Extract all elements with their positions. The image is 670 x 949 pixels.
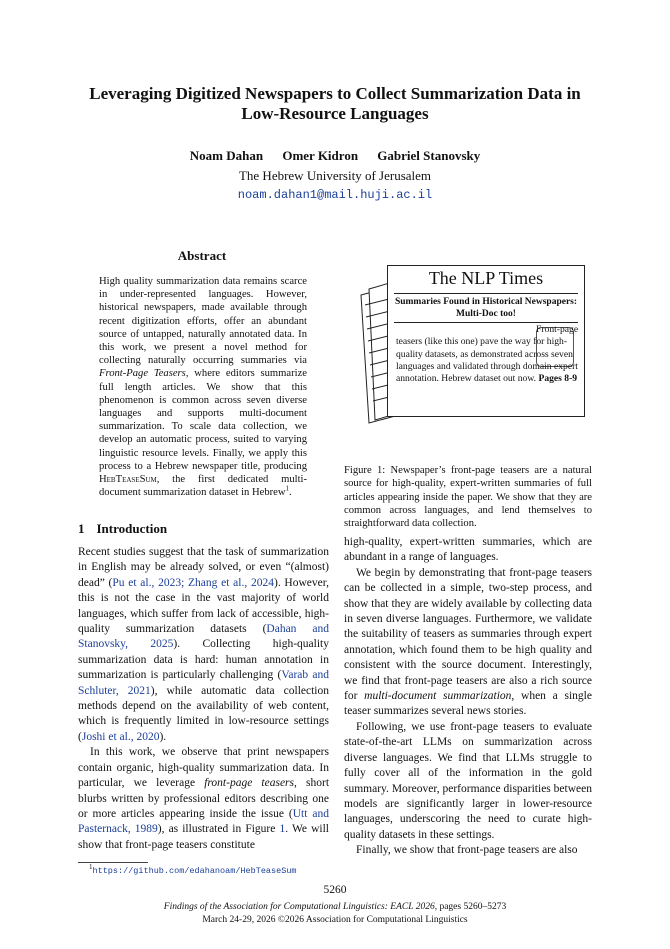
footnote: $^1$https://github.com/edahanoam/HebTeaseSum <box>89 863 297 876</box>
author: Gabriel Stanovsky <box>377 148 481 163</box>
citation-link[interactable]: Pu et al., 2023; Zhang et al., 2024 <box>112 576 274 589</box>
newspaper-masthead: The NLP Times <box>428 268 544 288</box>
newspaper-teaser: Front-page teasers (like this one) pave the way for high-quality datasets, as demonstrated across seven languages and validated through domain expert annotation. Hebrew dataset out now. Pages 8-9 <box>396 324 579 385</box>
citation-link[interactable]: Varab and Schluter, 2021 <box>78 669 329 697</box>
footnote-url-link[interactable]: https://github.com/edahanoam/HebTeaseSum <box>92 866 297 876</box>
footnote-marker[interactable]: 1 <box>285 484 290 493</box>
paper-title: Leveraging Digitized Newspapers to Collect Summarization Data in Low-Resource Languages <box>89 84 581 123</box>
citation-link[interactable]: Dahan and Stanovsky, 2025 <box>78 623 330 651</box>
author: Noam Dahan <box>189 148 264 163</box>
affiliation: The Hebrew University of Jerusalem <box>238 168 432 183</box>
page-number: 5260 <box>323 884 347 896</box>
abstract-text: High quality summarization data remains scarce in under-represented languages. However, historical newspapers, made available through recent digitization efforts, offer an abundant source of untapped, naturally annotated data. In this work, we present a novel method for collecting naturally occurring summaries via Front-Page Teasers, where editors summarize full length articles. We show that this phenomenon is common across seven diverse languages and supports multi-document summarization. To scale data collection, we develop an automatic process, suited to varying linguistic resource levels. Finally, we apply this process to a Hebrew newspaper title, producing HebTeaseSum, the first dedicated multi-document summarization dataset in Hebrew$^1$. <box>99 276 307 499</box>
paragraph: Recent studies suggest that the task of summarization in English may be already solved, or even “(almost) dead” (Pu et al., 2023; Zhang et al., 2024). However, this is not the case in the vast majority of world languages, which suffer from lack of accessible, high-quality summarization datasets (Dahan and Stanovsky, 2025). Collecting high-quality summarization data is hard: human annotation in summarization is particularly challenging (Varab and Schluter, 2021), while automatic data collection methods depend on the availability of web content, which is frequently limited in low-resource settings (Joshi et al., 2020). <box>78 546 330 743</box>
abstract-heading: Abstract <box>177 248 227 263</box>
author: Omer Kidron <box>282 148 359 163</box>
paragraph: high-quality, expert-written summaries, which are abundant in a range of languages. <box>344 536 592 564</box>
venue-footer: Findings of the Association for Computational Linguistics: EACL 2026, pages 5260–5273 March 24-29, 2026 ©2026 Association for Computational Linguistics <box>163 902 507 925</box>
paragraph: Following, we use front-page teasers to evaluate state-of-the-art LLMs on summarization across diverse languages. We find that LLMs struggle to fully cover all of the information in the gold summary. Moreover, performance disparities between models are significantly larger in lower-resource languages, underscoring the need to curate high-quality datasets in these settings. <box>344 720 592 841</box>
newspaper-front-page <box>387 265 585 417</box>
figure-ref-link[interactable]: 1 <box>279 823 286 836</box>
newspaper-figure <box>355 265 585 425</box>
left-column <box>78 545 329 853</box>
newspaper-headline: Summaries Found in Historical Newspapers: Multi-Doc too! <box>394 297 578 319</box>
paragraph: In this work, we observe that print newspapers contain organic, high-quality summarization data. In particular, we leverage front-page teasers, short blurbs written by professional editors describing one or more articles appearing inside the issue (Utt and Pasternack, 1989), as illustrated in Figure 1. We will show that front-page teasers constitute <box>78 746 330 851</box>
citation-link[interactable]: Utt and Pasternack, 1989 <box>78 807 329 836</box>
section-heading: 1 Introduction <box>78 521 168 536</box>
author-email[interactable]: noam.dahan1@mail.huji.ac.il <box>237 188 433 202</box>
right-column <box>344 535 592 859</box>
dataset-name: HebTeaseSum <box>99 474 157 486</box>
paragraph: Finally, we show that front-page teasers are also <box>356 844 578 857</box>
author-list <box>0 148 670 164</box>
paragraph: We begin by demonstrating that front-page teasers can be collected in a simple, two-step process, and show that they are widely available by collecting data in seven diverse languages. Furthermore, we validate the suitability of teasers as summaries through expert annotation, which found them to be high quality and consistent with the source document. Interestingly, we find that front-page teasers are also a rich source for multi-document summarization, when a single teaser summarizes several news stories. <box>344 566 592 718</box>
figure-caption: Figure 1: Newspaper’s front-page teasers are a natural source for high-quality, expert-written summaries of full articles appearing inside the paper. We show that they are common across languages, and lend themselves to straightforward data collection. <box>344 465 592 530</box>
citation-link[interactable]: Joshi et al., 2020 <box>81 730 160 743</box>
